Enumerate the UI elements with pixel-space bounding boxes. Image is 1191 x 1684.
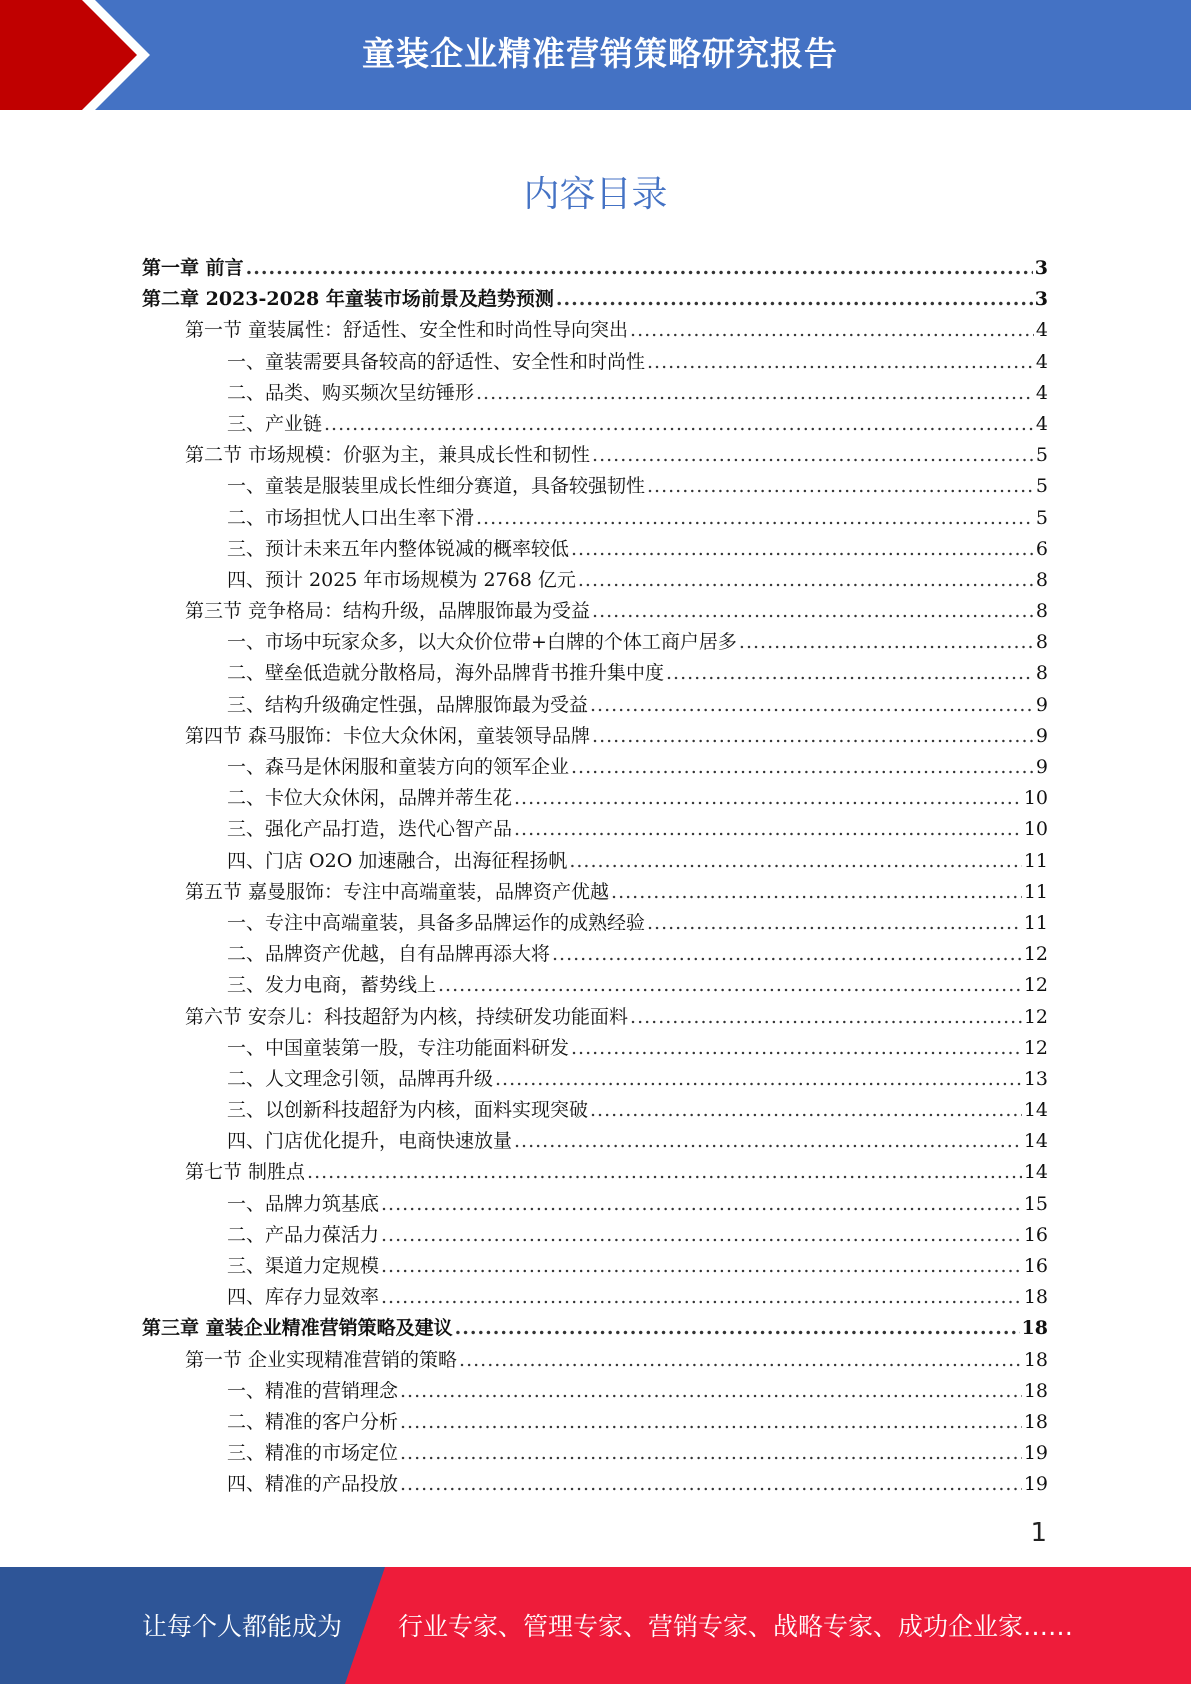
toc-entry-title: 一、专注中高端童装，具备多品牌运作的成熟经验: [227, 911, 646, 934]
toc-entry[interactable]: [142, 908, 1048, 939]
toc-entry-page: 18: [1023, 1348, 1048, 1371]
toc-dot-leader: [569, 846, 1021, 877]
toc-entry[interactable]: [142, 1002, 1048, 1033]
toc-dot-leader: [592, 596, 1034, 627]
toc-entry-title: 第一节 企业实现精准营销的策略: [185, 1348, 458, 1371]
toc-dot-leader: [495, 1064, 1022, 1095]
toc-entry-title: 第一节 童装属性：舒适性、安全性和时尚性导向突出: [185, 319, 629, 342]
toc-entry[interactable]: [142, 347, 1048, 378]
toc-entry[interactable]: [142, 690, 1048, 721]
toc-entry-title: 一、精准的营销理念: [227, 1379, 399, 1402]
toc-entry[interactable]: [142, 1251, 1048, 1282]
toc-entry-title: 二、品牌资产优越，自有品牌再添大将: [227, 943, 551, 966]
toc-entry-page: 9: [1035, 724, 1048, 747]
toc-entry-title: 三、以创新科技超舒为内核，面料实现突破: [227, 1099, 589, 1122]
toc-dot-leader: [590, 1095, 1022, 1126]
toc-entry[interactable]: [142, 783, 1048, 814]
toc-entry[interactable]: [142, 752, 1048, 783]
toc-entry-title: 第三节 竞争格局：结构升级，品牌服饰最为受益: [185, 600, 591, 623]
toc-entry-title: 二、产品力葆活力: [227, 1223, 380, 1246]
toc-entry[interactable]: [142, 939, 1048, 970]
toc-dot-leader: [592, 721, 1034, 752]
toc-dot-leader: [739, 627, 1034, 658]
toc-entry[interactable]: [142, 627, 1048, 658]
toc-dot-leader: [324, 409, 1034, 440]
page-header: [0, 0, 1191, 110]
toc-entry[interactable]: [142, 846, 1048, 877]
toc-dot-leader: [514, 814, 1022, 845]
toc-entry-title: 三、强化产品打造，迭代心智产品: [227, 818, 513, 841]
toc-dot-leader: [400, 1469, 1022, 1500]
toc-entry-page: 3: [1034, 257, 1048, 279]
toc-entry-title: 第五节 嘉曼服饰：专注中高端童装，品牌资产优越: [185, 880, 610, 903]
toc-entry-page: 12: [1023, 1005, 1048, 1028]
toc-entry-title: 四、精准的产品投放: [227, 1473, 399, 1496]
toc-entry-page: 12: [1023, 974, 1048, 997]
toc-entry-title: 三、渠道力定规模: [227, 1255, 380, 1277]
toc-dot-leader: [592, 440, 1034, 471]
toc-entry[interactable]: [142, 284, 1048, 315]
toc-dot-leader: [514, 1126, 1022, 1157]
toc-entry-page: 8: [1035, 568, 1048, 591]
toc-entry-page: 14: [1023, 1099, 1048, 1122]
toc-dot-leader: [381, 1189, 1022, 1220]
toc-entry[interactable]: [142, 1313, 1048, 1344]
toc-entry-title: 三、精准的市场定位: [227, 1442, 399, 1465]
toc-entry-title: 二、卡位大众休闲，品牌并蒂生花: [227, 787, 513, 810]
toc-dot-leader: [400, 1407, 1022, 1438]
toc-entry[interactable]: [142, 1376, 1048, 1407]
toc-entry-page: 14: [1023, 1161, 1048, 1184]
toc-entry-page: 4: [1035, 350, 1048, 373]
toc-entry[interactable]: [142, 1157, 1048, 1188]
toc-entry[interactable]: [142, 658, 1048, 689]
toc-entry-page: 5: [1035, 506, 1048, 529]
toc-entry[interactable]: [142, 721, 1048, 752]
toc-dot-leader: [438, 970, 1022, 1001]
toc-entry-page: 9: [1035, 756, 1048, 778]
toc-dot-leader: [381, 1282, 1022, 1313]
toc-entry[interactable]: [142, 534, 1048, 565]
toc-entry-page: 18: [1023, 1410, 1048, 1433]
toc-entry[interactable]: [142, 1095, 1048, 1126]
toc-entry-title: 二、人文理念引领，品牌再升级: [227, 1067, 494, 1090]
toc-entry-page: 18: [1021, 1317, 1048, 1340]
toc-entry-title: 一、品牌力筑基底: [227, 1192, 380, 1215]
toc-entry-title: 第四节 森马服饰：卡位大众休闲，童装领导品牌: [185, 724, 591, 747]
toc-entry[interactable]: [142, 409, 1048, 440]
toc-entry-title: 四、预计 2025 年市场规模为 2768 亿元: [227, 568, 576, 591]
toc-dot-leader: [590, 690, 1034, 721]
toc-dot-leader: [400, 1438, 1022, 1469]
toc-entry-title: 第二章 2023-2028 年童装市场前景及趋势预测: [142, 288, 554, 311]
toc-entry-title: 三、预计未来五年内整体锐减的概率较低: [227, 537, 570, 560]
toc-entry-page: 10: [1023, 818, 1048, 841]
toc-entry-page: 11: [1023, 880, 1048, 903]
toc-entry-title: 一、童装是服装里成长性细分赛道，具备较强韧性: [227, 475, 646, 498]
toc-entry-page: 8: [1035, 662, 1048, 685]
toc-entry[interactable]: [142, 596, 1048, 627]
toc-entry-page: 11: [1023, 849, 1048, 872]
toc-dot-leader: [647, 471, 1034, 502]
toc-entry-page: 9: [1035, 693, 1048, 716]
toc-dot-leader: [556, 284, 1033, 315]
toc-entry[interactable]: [142, 440, 1048, 471]
toc-entry-page: 5: [1035, 475, 1048, 498]
toc-dot-leader: [666, 658, 1034, 689]
toc-entry-title: 四、库存力显效率: [227, 1286, 380, 1309]
toc-dot-leader: [307, 1157, 1022, 1188]
toc-entry-title: 一、森马是休闲服和童装方向的领军企业: [227, 756, 570, 778]
toc-entry-page: 8: [1035, 600, 1048, 623]
toc-entry-page: 6: [1035, 537, 1048, 560]
toc-dot-leader: [381, 1251, 1022, 1282]
toc-entry-title: 第一章 前言: [142, 257, 244, 279]
toc-entry[interactable]: [142, 253, 1048, 284]
toc-entry-title: 二、市场担忧人口出生率下滑: [227, 506, 475, 529]
toc-entry-page: 4: [1035, 319, 1048, 342]
toc-dot-leader: [630, 315, 1034, 346]
toc-entry[interactable]: [142, 1126, 1048, 1157]
toc-dot-leader: [476, 378, 1034, 409]
toc-dot-leader: [552, 939, 1022, 970]
report-title: 童装企业精准营销策略研究报告: [362, 34, 838, 73]
toc-entry-title: 四、门店优化提升，电商快速放量: [227, 1130, 513, 1153]
toc-dot-leader: [400, 1376, 1022, 1407]
toc-entry-page: 12: [1023, 943, 1048, 966]
toc-entry-title: 三、产业链: [227, 412, 323, 435]
toc-entry[interactable]: [142, 1282, 1048, 1313]
toc-entry[interactable]: [142, 315, 1048, 346]
toc-dot-leader: [459, 1345, 1022, 1376]
toc-entry[interactable]: [142, 814, 1048, 845]
toc-entry-page: 19: [1023, 1473, 1048, 1496]
toc-entry-title: 二、精准的客户分析: [227, 1410, 399, 1433]
toc-entry[interactable]: [142, 378, 1048, 409]
toc-dot-leader: [630, 1002, 1022, 1033]
toc-entry-title: 一、童装需要具备较高的舒适性、安全性和时尚性: [227, 350, 646, 373]
page-number: 1: [1030, 1518, 1047, 1548]
toc-entry[interactable]: [142, 1189, 1048, 1220]
toc-entry-page: 18: [1023, 1379, 1048, 1402]
toc-dot-leader: [246, 253, 1033, 284]
toc-entry-title: 四、门店 O2O 加速融合，出海征程扬帆: [227, 849, 568, 872]
toc-dot-leader: [455, 1313, 1020, 1344]
toc-entry[interactable]: [142, 877, 1048, 908]
toc-entry-title: 第七节 制胜点: [185, 1161, 306, 1184]
toc-entry[interactable]: [142, 970, 1048, 1001]
toc-entry-title: 一、市场中玩家众多，以大众价位带+白牌的个体工商户居多: [227, 631, 737, 654]
toc-entry[interactable]: [142, 1469, 1048, 1500]
toc-entry-page: 3: [1034, 288, 1048, 311]
toc-entry-page: 11: [1023, 911, 1048, 934]
toc-dot-leader: [381, 1220, 1022, 1251]
toc-dot-leader: [476, 503, 1034, 534]
toc-entry-page: 16: [1023, 1255, 1048, 1277]
toc-entry[interactable]: [142, 565, 1048, 596]
toc-dot-leader: [571, 534, 1034, 565]
toc-entry-title: 一、中国童装第一股，专注功能面料研发: [227, 1036, 570, 1059]
toc-entry[interactable]: [142, 1345, 1048, 1376]
toc-entry-page: 16: [1023, 1223, 1048, 1246]
toc-entry[interactable]: [142, 1438, 1048, 1469]
toc-entry-page: 18: [1023, 1286, 1048, 1309]
toc-dot-leader: [571, 1033, 1022, 1064]
toc-entry-title: 三、发力电商，蓄势线上: [227, 974, 437, 997]
footer-slogan-right: 行业专家、管理专家、营销专家、战略专家、成功企业家……: [398, 1612, 1074, 1641]
toc-entry-title: 二、壁垒低造就分散格局，海外品牌背书推升集中度: [227, 662, 665, 685]
toc-entry-page: 15: [1023, 1192, 1048, 1215]
toc-dot-leader: [514, 783, 1022, 814]
toc-entry-page: 10: [1023, 787, 1048, 810]
toc-entry[interactable]: [142, 1220, 1048, 1251]
toc-entry[interactable]: [142, 1064, 1048, 1095]
toc-dot-leader: [647, 908, 1022, 939]
toc-entry-page: 4: [1035, 412, 1048, 435]
toc-dot-leader: [571, 752, 1034, 783]
toc-entry-page: 4: [1035, 381, 1048, 404]
toc-entry-title: 三、结构升级确定性强，品牌服饰最为受益: [227, 693, 589, 716]
toc-entry-page: 12: [1023, 1036, 1048, 1059]
toc-entry[interactable]: [142, 471, 1048, 502]
toc-entry-page: 8: [1035, 631, 1048, 654]
table-of-contents: [142, 253, 1048, 1501]
toc-entry-page: 13: [1023, 1067, 1048, 1090]
toc-dot-leader: [647, 347, 1034, 378]
toc-heading: 内容目录: [523, 174, 668, 215]
toc-dot-leader: [611, 877, 1022, 908]
toc-entry[interactable]: [142, 1033, 1048, 1064]
page-footer: [0, 1567, 1191, 1684]
toc-entry[interactable]: [142, 1407, 1048, 1438]
toc-entry-title: 二、品类、购买频次呈纺锤形: [227, 381, 475, 404]
toc-entry[interactable]: [142, 503, 1048, 534]
toc-entry-page: 5: [1035, 444, 1048, 467]
toc-dot-leader: [578, 565, 1034, 596]
toc-entry-page: 14: [1023, 1130, 1048, 1153]
toc-entry-title: 第二节 市场规模：价驱为主，兼具成长性和韧性: [185, 444, 591, 467]
footer-slogan-left: 让每个人都能成为: [142, 1612, 343, 1641]
toc-entry-page: 19: [1023, 1442, 1048, 1465]
toc-entry-title: 第三章 童装企业精准营销策略及建议: [142, 1317, 453, 1340]
toc-entry-title: 第六节 安奈儿：科技超舒为内核，持续研发功能面料: [185, 1005, 629, 1028]
